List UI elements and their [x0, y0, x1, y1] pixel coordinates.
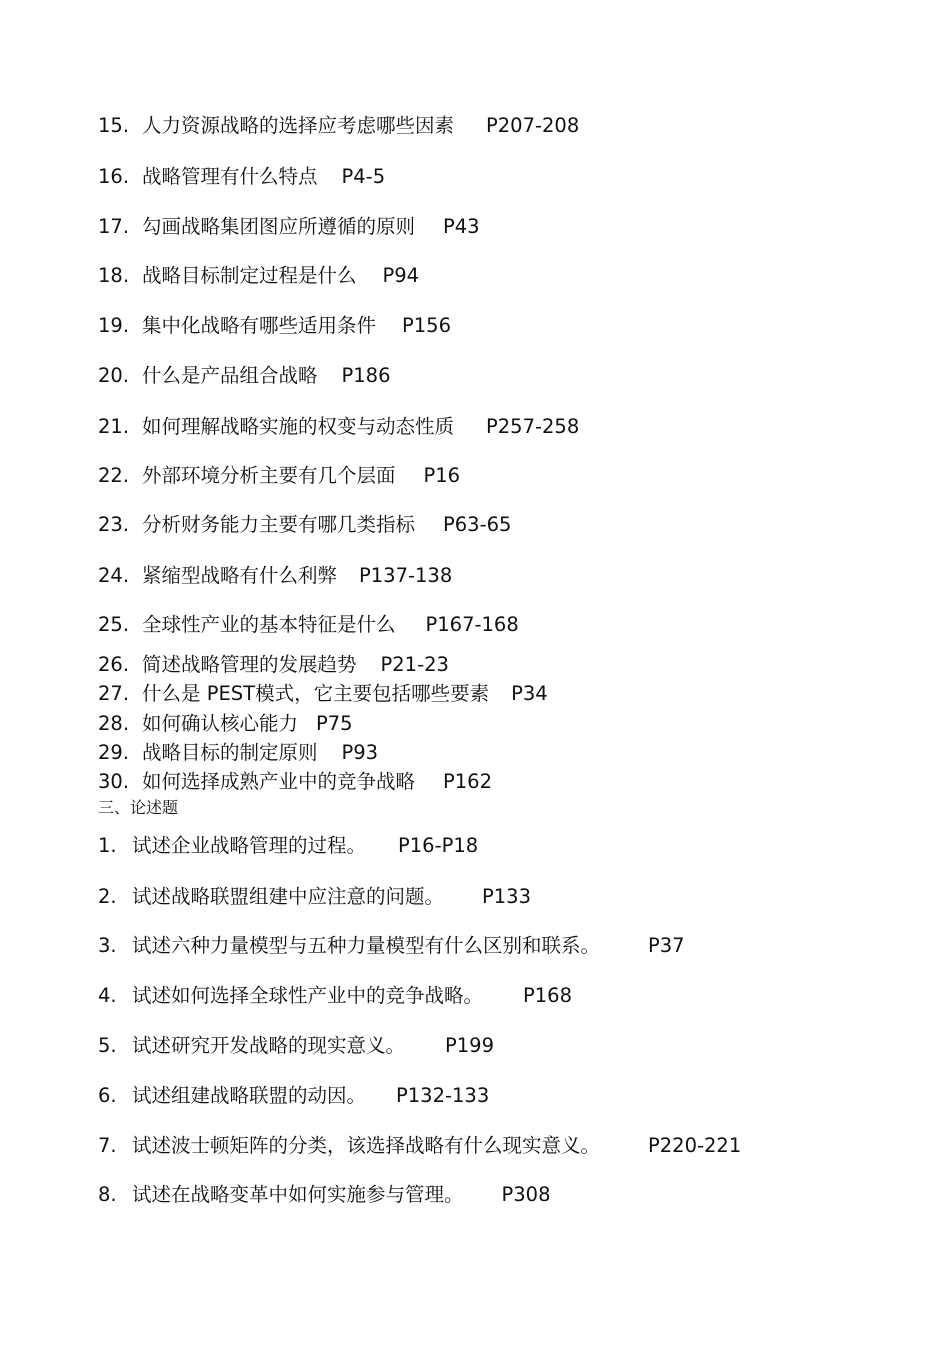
- page-reference: P93: [341, 741, 379, 764]
- question-number: 3.: [98, 934, 117, 957]
- question-number: 2.: [98, 885, 117, 908]
- question-text: 战略目标制定过程是什么: [142, 264, 357, 287]
- question-number: 5.: [98, 1034, 117, 1057]
- page-reference: P133: [482, 885, 531, 908]
- question-item: [98, 215, 480, 239]
- question-text: 战略目标的制定原则: [142, 741, 318, 764]
- question-text: 如何理解战略实施的权变与动态性质: [142, 415, 455, 438]
- question-text: 试述战略联盟组建中应注意的问题。: [132, 885, 445, 908]
- question-text: 试述如何选择全球性产业中的竞争战略。: [132, 984, 484, 1007]
- section-heading: 三、论述题: [98, 798, 179, 817]
- page-reference: P34: [511, 682, 548, 705]
- question-item: [98, 834, 478, 858]
- question-text: 如何选择成熟产业中的竞争战略: [142, 770, 416, 793]
- question-text: 试述波士顿矩阵的分类，该选择战略有什么现实意义。: [132, 1134, 601, 1157]
- question-item: [98, 1034, 494, 1058]
- question-number: 21.: [98, 415, 130, 438]
- page-reference: P207-208: [486, 114, 580, 137]
- question-item: [98, 415, 579, 439]
- question-item: [98, 464, 460, 488]
- page-reference: P137-138: [359, 564, 453, 587]
- question-number: 24.: [98, 564, 130, 587]
- question-item: [98, 741, 378, 765]
- question-number: 22.: [98, 464, 130, 487]
- question-number: 17.: [98, 215, 130, 238]
- question-number: 1.: [98, 834, 117, 857]
- question-number: 7.: [98, 1134, 117, 1157]
- question-text: 分析财务能力主要有哪几类指标: [142, 513, 416, 536]
- question-text: 勾画战略集团图应所遵循的原则: [142, 215, 416, 238]
- question-text: 什么是 PEST模式，它主要包括哪些要素: [142, 682, 490, 705]
- page-reference: P257-258: [486, 415, 580, 438]
- question-item: [98, 114, 579, 138]
- question-text: 全球性产业的基本特征是什么: [142, 613, 396, 636]
- question-item: [98, 712, 353, 736]
- question-text: 简述战略管理的发展趋势: [142, 653, 357, 676]
- page-reference: P220-221: [648, 1134, 742, 1157]
- question-item: [98, 1183, 551, 1207]
- page-reference: P21-23: [380, 653, 449, 676]
- question-number: 27.: [98, 682, 130, 705]
- question-text: 试述研究开发战略的现实意义。: [132, 1034, 406, 1057]
- page-reference: P167-168: [425, 613, 519, 636]
- question-item: [98, 513, 511, 537]
- question-text: 人力资源战略的选择应考虑哪些因素: [142, 114, 455, 137]
- page-reference: P308: [501, 1183, 551, 1206]
- question-item: [98, 885, 531, 909]
- question-item: [98, 364, 391, 388]
- question-text: 什么是产品组合战略: [142, 364, 318, 387]
- question-item: [98, 264, 419, 288]
- page-reference: P156: [402, 314, 451, 337]
- page-reference: P75: [316, 712, 353, 735]
- question-text: 战略管理有什么特点: [142, 165, 318, 188]
- page-reference: P186: [341, 364, 391, 387]
- question-item: [98, 653, 449, 677]
- question-number: 29.: [98, 741, 130, 764]
- question-item: [98, 165, 385, 189]
- question-item: [98, 770, 492, 794]
- question-text: 试述组建战略联盟的动因。: [132, 1084, 367, 1107]
- question-text: 紧缩型战略有什么利弊: [142, 564, 338, 587]
- question-number: 6.: [98, 1084, 117, 1107]
- question-item: [98, 1084, 489, 1108]
- page-reference: P37: [648, 934, 685, 957]
- question-number: 15.: [98, 114, 130, 137]
- page-reference: P162: [443, 770, 492, 793]
- question-text: 试述在战略变革中如何实施参与管理。: [132, 1183, 464, 1206]
- question-number: 18.: [98, 264, 130, 287]
- page-reference: P16-P18: [398, 834, 479, 857]
- question-text: 试述企业战略管理的过程。: [132, 834, 367, 857]
- page-reference: P4-5: [341, 165, 386, 188]
- question-number: 8.: [98, 1183, 117, 1206]
- page-reference: P43: [443, 215, 480, 238]
- page-reference: P168: [523, 984, 572, 1007]
- question-item: [98, 934, 685, 958]
- question-number: 19.: [98, 314, 130, 337]
- page-reference: P132-133: [396, 1084, 490, 1107]
- question-number: 26.: [98, 653, 130, 676]
- question-item: [98, 564, 452, 588]
- page-reference: P199: [445, 1034, 494, 1057]
- page-reference: P16: [423, 464, 461, 487]
- question-item: [98, 682, 548, 706]
- question-number: 23.: [98, 513, 130, 536]
- question-item: [98, 1134, 741, 1158]
- question-number: 4.: [98, 984, 117, 1007]
- question-item: [98, 314, 451, 338]
- question-number: 16.: [98, 165, 130, 188]
- question-number: 28.: [98, 712, 130, 735]
- page-reference: P63-65: [443, 513, 512, 536]
- question-number: 30.: [98, 770, 130, 793]
- question-text: 集中化战略有哪些适用条件: [142, 314, 377, 337]
- question-number: 25.: [98, 613, 130, 636]
- question-item: [98, 984, 572, 1008]
- question-text: 如何确认核心能力: [142, 712, 299, 735]
- question-item: [98, 613, 519, 637]
- question-text: 外部环境分析主要有几个层面: [142, 464, 396, 487]
- page-reference: P94: [382, 264, 420, 287]
- question-text: 试述六种力量模型与五种力量模型有什么区别和联系。: [132, 934, 601, 957]
- question-number: 20.: [98, 364, 130, 387]
